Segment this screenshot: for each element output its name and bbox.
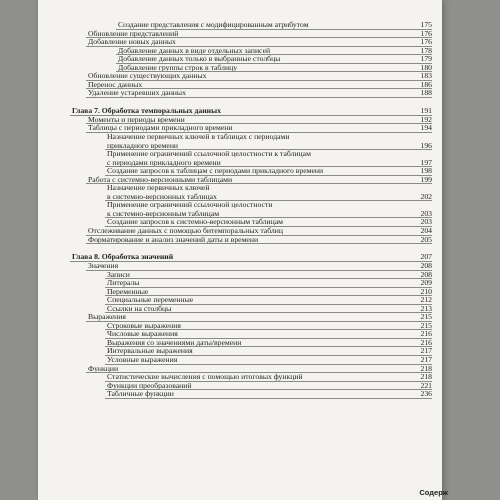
- toc-entry-title: Функции: [88, 363, 119, 373]
- toc-entry-title: прикладного времени: [107, 140, 179, 150]
- toc-page-number: 216: [420, 337, 432, 347]
- toc-entry-title: Выражения со значениями даты/времени: [107, 337, 242, 347]
- toc-entry: [38, 279, 442, 288]
- toc-entry: [38, 322, 442, 331]
- toc-entry-title: Назначение первичных ключей в таблицах с периодами: [107, 131, 290, 141]
- toc-entry-title: Статистические вычисления с помощью итоговых функций: [107, 372, 303, 382]
- toc-entry-title: Функции преобразований: [107, 380, 192, 390]
- toc-page-number: 212: [420, 295, 432, 305]
- toc-page-number: 205: [420, 234, 432, 244]
- toc-entry-title: Специальные переменные: [107, 295, 194, 305]
- toc-entry: [38, 236, 442, 245]
- toc-page-number: 186: [420, 79, 432, 89]
- toc-entry: [38, 347, 442, 356]
- table-of-contents: [38, 21, 442, 399]
- toc-page-number: 176: [420, 28, 432, 38]
- toc-page-number: 210: [420, 286, 432, 296]
- toc-entry-title: Обновление представлений: [88, 28, 179, 38]
- toc-entry: [38, 133, 442, 142]
- toc-page-number: 236: [420, 389, 432, 399]
- toc-page-number: 194: [420, 123, 432, 133]
- toc-entry: [38, 201, 442, 210]
- toc-page-number: 202: [420, 191, 432, 201]
- toc-entry: [38, 339, 442, 348]
- toc-page-number: 217: [420, 355, 432, 365]
- toc-entry-title: Создание запросов к таблицам с периодами прикладного времени: [107, 166, 324, 176]
- toc-entry-title: к системно-версионным таблицам: [107, 208, 220, 218]
- toc-entry-title: Перенос данных: [88, 79, 143, 89]
- toc-entry: [38, 382, 442, 391]
- toc-entry-title: Переменные: [107, 286, 149, 296]
- toc-entry-title: Добавление данных в виде отдельных записей: [118, 45, 271, 55]
- toc-entry: [38, 271, 442, 280]
- toc-entry-title: Моменты и периоды времени: [88, 114, 185, 124]
- toc-page-number: 178: [420, 45, 432, 55]
- toc-entry: [38, 150, 442, 159]
- toc-page-number: 175: [420, 20, 432, 29]
- toc-page-number: 176: [420, 37, 432, 47]
- toc-page-number: 208: [420, 269, 432, 279]
- toc-page-number: 191: [420, 106, 432, 116]
- toc-entry-title: Отслеживание данных с помощью битемпоральных таблиц: [88, 225, 283, 235]
- toc-entry-title: Литералы: [107, 278, 140, 288]
- toc-page-number: 208: [420, 261, 432, 270]
- toc-entry-title: в системно-версионных таблицах: [107, 191, 217, 201]
- toc-rule: [105, 398, 432, 399]
- running-footer: Содерж: [419, 488, 448, 497]
- toc-page-number: 218: [420, 363, 432, 373]
- toc-page-number: 188: [420, 88, 432, 98]
- toc-page-number: 199: [420, 174, 432, 184]
- toc-page-number: 207: [420, 252, 432, 262]
- toc-entry: [38, 296, 442, 305]
- toc-page-number: 213: [420, 303, 432, 313]
- toc-entry: [38, 89, 442, 98]
- toc-page-number: 217: [420, 346, 432, 356]
- toc-page-number: 196: [420, 140, 432, 150]
- toc-entry-title: с периодами прикладного времени: [107, 157, 221, 167]
- toc-entry-title: Ссылки на столбцы: [107, 303, 172, 313]
- toc-entry-title: Глава 7. Обработка темпоральных данных: [72, 106, 221, 116]
- toc-entry-title: Выражения: [88, 312, 126, 322]
- toc-page-number: 204: [420, 225, 432, 235]
- toc-entry-title: Применение ограничений ссылочной целостности: [107, 200, 273, 210]
- toc-entry-title: Значения: [88, 261, 119, 270]
- toc-entry-title: Интервальные выражения: [107, 346, 193, 356]
- book-page: [38, 0, 448, 500]
- toc-entry-title: Условные выражения: [107, 355, 178, 365]
- toc-entry-title: Добавление данных только в выбранные столбцы: [118, 54, 281, 64]
- toc-entry: [38, 55, 442, 64]
- toc-page-number: 179: [420, 54, 432, 64]
- toc-page-number: 216: [420, 329, 432, 339]
- toc-entry-title: Строковые выражения: [107, 320, 181, 330]
- toc-entry-title: Работа с системно-версионными таблицами: [88, 174, 233, 184]
- toc-page-number: 209: [420, 278, 432, 288]
- toc-page-number: 203: [420, 208, 432, 218]
- toc-page-number: 218: [420, 372, 432, 382]
- toc-entry-title: Удаление устаревших данных: [88, 88, 186, 98]
- toc-entry-title: Числовые выражения: [107, 329, 178, 339]
- toc-entry: [38, 390, 442, 399]
- toc-entry-title: Записи: [107, 269, 130, 279]
- toc-entry-title: Форматирование и анализ значений даты и времени: [88, 234, 259, 244]
- toc-page-number: 203: [420, 217, 432, 227]
- toc-entry: [38, 176, 442, 185]
- toc-page-number: 197: [420, 157, 432, 167]
- toc-page-number: 198: [420, 166, 432, 176]
- toc-page-number: 215: [420, 320, 432, 330]
- toc-entry: [38, 373, 442, 382]
- toc-entry: [38, 262, 442, 271]
- toc-entry-title: Глава 8. Обработка значений: [72, 252, 174, 262]
- toc-entry-title: Табличные функции: [107, 389, 174, 399]
- toc-page-number: 183: [420, 71, 432, 81]
- toc-entry-title: Добавление новых данных: [88, 37, 176, 47]
- toc-entry-title: Создание запросов к системно-версионным таблицам: [107, 217, 283, 227]
- toc-entry: [38, 288, 442, 297]
- toc-entry: [38, 184, 442, 193]
- toc-entry-title: Применение ограничений ссылочной целостности к таблицам: [107, 149, 311, 159]
- toc-entry-title: Таблицы с периодами прикладного времени: [88, 123, 233, 133]
- toc-entry: [38, 313, 442, 322]
- toc-entry-title: Добавление группы строк в таблицу: [118, 62, 238, 72]
- toc-page-number: 221: [420, 380, 432, 390]
- toc-page-number: 215: [420, 312, 432, 322]
- toc-page-number: 192: [420, 114, 432, 124]
- toc-entry-title: Обновление существующих данных: [88, 71, 207, 81]
- toc-entry-title: Создание представления с модифицированным атрибутом: [118, 20, 309, 29]
- toc-entry-title: Назначение первичных ключей: [107, 183, 210, 193]
- toc-page-number: 180: [420, 62, 432, 72]
